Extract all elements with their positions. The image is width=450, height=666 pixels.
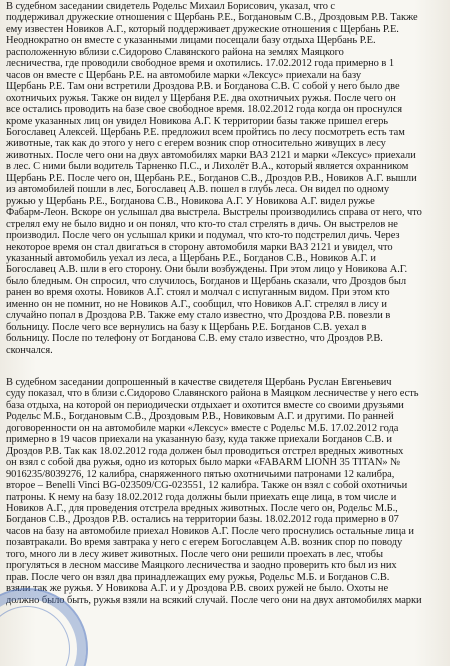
testimony-rodels-paragraph: В судебном заседании свидетель Родельс Михаил Борисович, указал, что с поддерживал дружеские отношения с Щербань Р.Е., Богдановым С.В., Дроздовым Р.В. Также ему известен Новиков А.Г., который поддерживает дружеские отношения с Щербань Р.Е. Неоднократно он вместе с указанными лицами посещали базу отдыха Щербань Р.Е. расположенную вблизи с.Сидорово Славянского района на землях Маяцкого лесничества, где проводили свободное время и охотились. 17.02.2012 года примерно в 1 часов он вместе с Щербань Р.Е. на автомобиле марки «Лексус» приехали на базу Щербань Р.Е. Там они встретили Дроздова Р.В. и Богданова С.В. С собой у него было две охотничьих ружья. Также он видел у Щербаня Р.Е. два охотничьих ружья. После чего он все остались проводить на базе свое свободное время. 18.02.2012 года когда он проснулся кроме указанных лиц он увидел Новикова А.Г. К территории базы также пришел егерь Богославец Алексей. Щербань Р.Е. предложил всем пройтись по лесу посмотреть есть там животные, так как до этого у него с егерем возник спор относительно живущих в лесу животных. После чего они на двух автомобилях марки ВАЗ 2121 и марки «Лексус» приехали в лес. С ними были водитель Тарненко П.С., и Лихолёт В.А., который является охранником Щербань Р.Е. После чего он, Щербань Р.Е., Богданов С.В., Дроздов Р.В., Новиков А.Г. вышли из автомобилей пошли в лес, Богославец А.В. пошел в глубь леса. Он видел по одному ружью у Щербань Р.Е., Богданова С.В., Новикова А.Г. У Новикова А.Г. видел ружье Фабарм-Леон. Вскоре он услышал два выстрела. Выстрелы производились справа от него, что стрелял ему не было видно и он понял, что кто-то стал стрелять в дичь. Он выстрелов не производил. После чего он услышал крики и подумал, что кто-то подстрелил дичь. Через некоторое время он стал двигаться в сторону автомобиля марки ВАЗ 2121 и увидел, что указанный автомобиль уехал из леса, а Щербань Р.Е., Богданов С.В., Новиков А.Г. и Богославец А.В. шли в его сторону. Они были возбуждены. При этом лицо у Новикова А.Г. было бледным. Он спросил, что случилось, Богданов и Щербань сказали, что Дроздов был ранен во время охоты. Новиков А.Г. стоял и молчал с испуганным видом. При этом кто именно он не помнит, но не Новиков А.Г., сообщил, что Новиков А.Г. стрелял в лису и случайно попал в Дроздова Р.В. Также ему стало известно, что Дроздова Р.В. повезли в больницу. После чего все вернулись на базу к Щербань Р.Е. Богданов С.В. уехал в больницу. После по телефону от Богданова С.В. ему стало известно, что Дроздов Р.В. скончался. <box>6 1 422 356</box>
stamp-inner-ring <box>0 606 70 666</box>
testimony-scherban-paragraph: В судебном заседании допрошенный в качестве свидетеля Щербань Руслан Евгеньевич суду показал, что в близи с.Сидорово Славянского района в Маяцком лесничестве у него есть база отдыха, на которой он периодически отдыхает и охотится вместе со своими друзьями Родельс М.Б., Богдановым С.В., Дроздовым Р.В., Новиковым А.Г. и другими. По ранней договоренности он на автомобиле марки «Лексус» вместе с Родельс М.Б. 17.02.2012 года примерно в 19 часов приехали на указанную базу, куда также приехали Богданов С.В. и Дроздов Р.В. Так как 18.02.2012 года должен был проводиться отстрел вредных животных он взял с собой два ружья, одно из которых было марки «FABARM LIONH 35 TITAN» № 9016235/8039276, 12 калибра, снаряженного пятью охотничьими патронами 12 калибра, второе – Benelli Vinci BG-023509/CG-023551, 12 калибра. Также он взял с собой охотничьи патроны. К нему на базу 18.02.2012 года должны были приехать еще лица, в том числе и Новиков А.Г., для проведения отстрела вредных животных. После чего он, Родельс М.Б., Богданов С.В., Дроздов Р.В. остались на территории базы. 18.02.2012 года примерно в 07 часов на базу на автомобиле приехал Новиков А.Г. После чего проснулись остальные лица и позавтракали. Во время завтрака у него с егерем Богославцем А.В. возник спор по поводу того, много ли в лесу живет животных. После чего они решили проехать в лес, чтобы прогуляться в лесном массиве Маяцкого лесничества и заодно проверить кто был из них прав. После чего он взял два принадлежащих ему ружья, Родельс М.Б. и Богданов С.В. взяли так же ружья. У Новикова А.Г. и у Дроздова Р.В. своих ружей не было. Охоты не должно было быть, ружья взяли на всякий случай. После чего они на двух автомобилях марки <box>6 377 422 606</box>
